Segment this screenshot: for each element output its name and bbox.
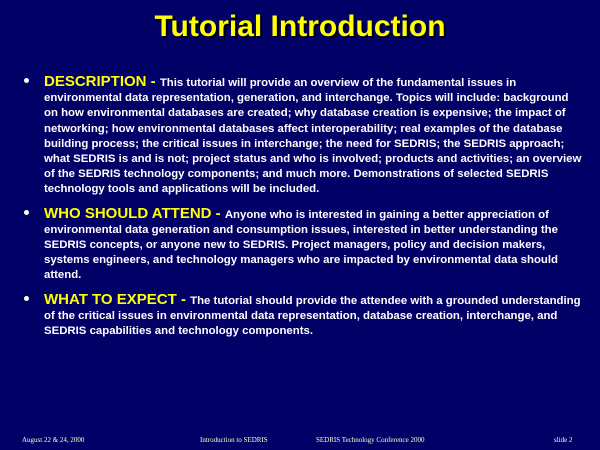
footer-event: SEDRIS Technology Conference 2000 xyxy=(316,436,425,444)
bullet-body-what-to-expect: The tutorial should provide the attendee with a grounded understanding of the critical issues in environmental data representation, database creation, interchange, and SEDRIS capabilities and technology components. xyxy=(44,294,581,338)
bullet-description xyxy=(24,74,584,198)
bullet-dot-icon xyxy=(24,78,29,83)
bullet-who-should-attend xyxy=(24,206,584,284)
bullet-list xyxy=(24,74,584,347)
bullet-body-description: This tutorial will provide an overview of the fundamental issues in environmental data representation, generation, and interchange. Topics will include: background on how environmental databases are created; why database creation is expensive; the impact of networking; how environmental databases affect interoperability; real examples of the database building process; the critical issues in interchange; the need for SEDRIS; the SEDRIS approach; what SEDRIS is and is not; project status and who is involved; products and activities; an overview of the SEDRIS technology components; and much more. Demonstrations of selected SEDRIS technology tools and applications will be included. xyxy=(44,77,582,196)
slide-title: Tutorial Introduction xyxy=(154,10,446,43)
bullet-what-to-expect xyxy=(24,292,584,340)
footer-course: Introduction to SEDRIS xyxy=(200,436,268,444)
bullet-dot-icon xyxy=(24,296,29,301)
footer-date: August 22 & 24, 2000 xyxy=(22,436,85,444)
bullet-dot-icon xyxy=(24,210,29,215)
bullet-heading-description: DESCRIPTION - xyxy=(44,73,160,90)
footer-slide-number: slide 2 xyxy=(554,436,573,444)
bullet-heading-what-to-expect: WHAT TO EXPECT - xyxy=(44,290,191,308)
bullet-heading-who-should-attend: WHO SHOULD ATTEND - xyxy=(44,204,225,222)
bullet-body-who-should-attend: Anyone who is interested in gaining a better appreciation of environmental data generation and consumption issues, interested in better understanding the SEDRIS concepts, or anyone new to SEDRIS. Project managers, policy and decision makers, systems engineers, and technology managers who are impacted by environmental data should attend. xyxy=(44,208,558,282)
